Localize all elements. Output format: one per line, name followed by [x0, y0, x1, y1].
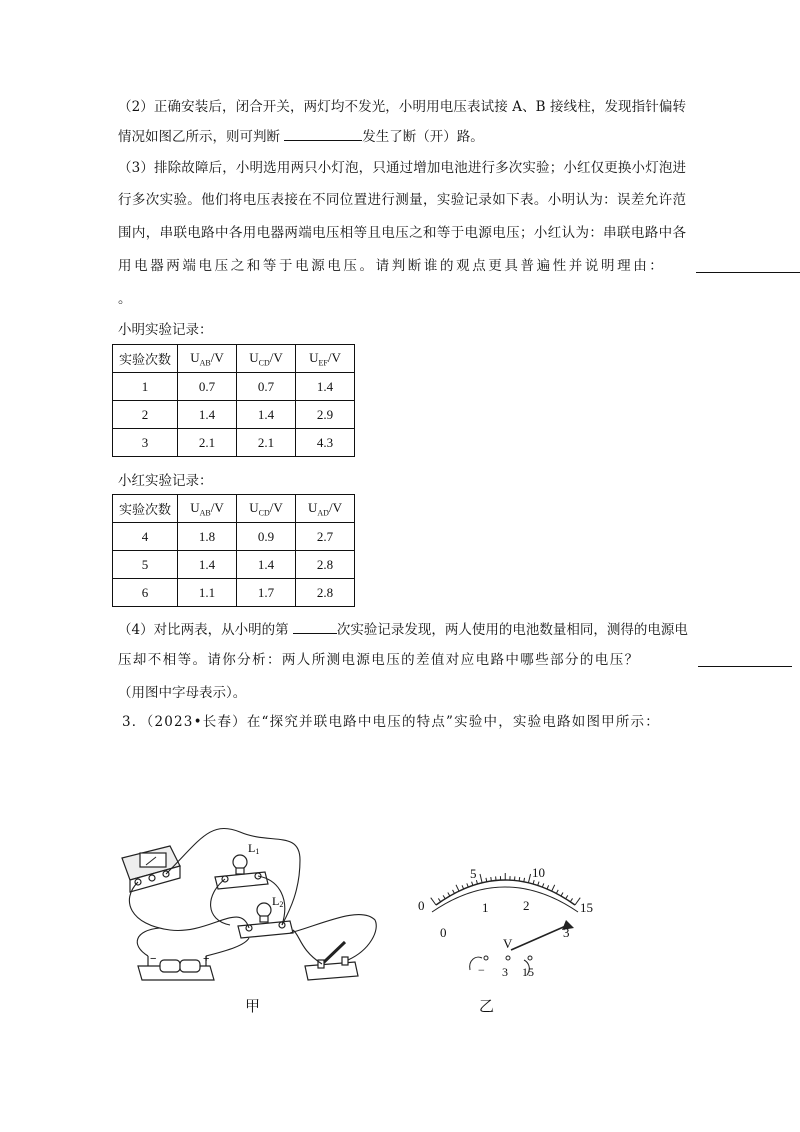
dial-tick: [438, 898, 440, 901]
table-cell: 5: [113, 551, 178, 579]
table-ming-caption: 小明实验记录：: [118, 322, 213, 338]
battery-minus-label: −: [150, 953, 157, 965]
table-cell: 0.7: [237, 373, 296, 401]
para4-line1-a: （4）对比两表，从小明的第: [118, 622, 289, 638]
scale-bottom-1: 1: [482, 900, 489, 915]
dial-tick: [467, 883, 468, 887]
figure-label-yi: 乙: [479, 997, 495, 1015]
dial-needle: [511, 925, 568, 950]
dial-tick: [542, 883, 543, 887]
table-header-cell: $U_{EF}/V$: [296, 345, 355, 373]
dial-tick: [533, 880, 534, 884]
table-cell: 1.4: [178, 401, 237, 429]
table-cell: 4: [113, 523, 178, 551]
dial-tick: [431, 898, 436, 905]
dial-tick: [570, 898, 572, 901]
table-cell: 1.1: [178, 579, 237, 607]
lamp-l1-icon: [215, 855, 268, 889]
para4-line3: （用图中字母表示）。: [118, 685, 247, 701]
table-header-cell: $U_{AB}/V$: [178, 345, 237, 373]
scale-top-10: 10: [532, 865, 545, 880]
dial-tick: [552, 885, 555, 891]
dial-tick: [476, 880, 477, 884]
table-header-cell: $U_{CD}/V$: [237, 345, 296, 373]
lamp-l1-label: L1: [248, 841, 260, 856]
dial-tick: [456, 885, 459, 891]
para3-line1: （3）排除故障后，小明选用两只小灯泡，只通过增加电池进行多次实验；小红仅更换小灯泡进: [118, 160, 686, 176]
table-cell: 0.7: [178, 373, 237, 401]
table-cell: 4.3: [296, 429, 355, 457]
scale-bottom-0: 0: [440, 925, 447, 940]
para4-line2-text: 压却不相等。请你分析：两人所测电源电压的差值对应电路中哪些部分的电压？: [118, 652, 640, 668]
dial-tick: [453, 890, 455, 894]
dial-tick: [448, 893, 450, 896]
table-cell: 2.9: [296, 401, 355, 429]
figure-label-jia: 甲: [245, 997, 261, 1015]
scale-top-0: 0: [418, 898, 425, 913]
scale-top-5: 5: [470, 866, 477, 881]
table-cell: 3: [113, 429, 178, 457]
table-cell: 1.4: [237, 551, 296, 579]
table-header-cell: $U_{AB}/V$: [178, 495, 237, 523]
para3-line2: 行多次实验。他们将电压表接在不同位置进行测量，实验记录如下表。小明认为：误差允许范: [118, 192, 686, 208]
para2-line2-b: 发生了断（开）路。: [362, 129, 484, 145]
scale-bottom-2: 2: [523, 898, 530, 913]
para3-line5: 。: [118, 291, 132, 307]
voltmeter-dial: [431, 873, 581, 975]
dial-tick: [538, 882, 539, 886]
dial-tick: [566, 895, 568, 898]
table-header-cell: 实验次数: [113, 495, 178, 523]
table-cell: 2.7: [296, 523, 355, 551]
dial-tick: [443, 895, 445, 898]
table-header-cell: 实验次数: [113, 345, 178, 373]
dial-tick: [462, 885, 464, 889]
para4-line1-b: 次实验记录发现，两人使用的电池数量相同，测得的电源电: [336, 622, 688, 638]
para2-line1: （2）正确安装后，闭合开关，两灯均不发光，小明用电压表试接 A、B 接线柱，发现指针偏转: [118, 99, 686, 115]
table-header-cell: $U_{CD}/V$: [237, 495, 296, 523]
para2-line2-a: 情况如图乙所示，则可判断: [118, 129, 280, 145]
table-header-cell: $U_{AD}/V$: [296, 495, 355, 523]
table-cell: 2.1: [178, 429, 237, 457]
table-cell: 2.1: [237, 429, 296, 457]
table-cell: 6: [113, 579, 178, 607]
battery-plus-label: +: [203, 953, 210, 965]
dial-tick: [480, 874, 482, 883]
meter-v-label: V: [503, 936, 513, 951]
table-cell: 2: [113, 401, 178, 429]
terminal-15: 15: [522, 965, 534, 979]
dial-tick: [491, 877, 492, 881]
switch-icon: [305, 942, 358, 980]
table-cell: 1.4: [237, 401, 296, 429]
dial-tick: [556, 890, 558, 894]
table-hong-caption: 小红实验记录：: [118, 473, 213, 489]
table-cell: 2.8: [296, 579, 355, 607]
dial-tick: [561, 893, 563, 896]
table-cell: 1.7: [237, 579, 296, 607]
terminal-minus: −: [478, 963, 485, 977]
table-cell: 1.4: [178, 551, 237, 579]
dial-tick: [519, 877, 520, 881]
scale-bottom-3: 3: [563, 925, 570, 940]
para3-line3: 围内，串联电路中各用电器两端电压相等且电压之和等于电源电压；小红认为：串联电路中各: [118, 225, 686, 241]
table-cell: 0.9: [237, 523, 296, 551]
lamp-l2-label: L2: [272, 894, 284, 909]
table-cell: 1.4: [296, 373, 355, 401]
scale-top-15: 15: [580, 900, 593, 915]
terminal-3: 3: [502, 965, 508, 979]
dial-tick: [528, 874, 530, 883]
table-cell: 1: [113, 373, 178, 401]
table-cell: 1.8: [178, 523, 237, 551]
para3-line4-text: 用电器两端电压之和等于电源电压。请判断谁的观点更具普遍性并说明理由：: [118, 258, 666, 274]
table-cell: 2.8: [296, 551, 355, 579]
dial-tick: [547, 885, 549, 889]
dial-tick: [472, 882, 473, 886]
question3-text: 3．（2023•长春）在“探究并联电路中电压的特点”实验中，实验电路如图甲所示：: [122, 714, 660, 730]
